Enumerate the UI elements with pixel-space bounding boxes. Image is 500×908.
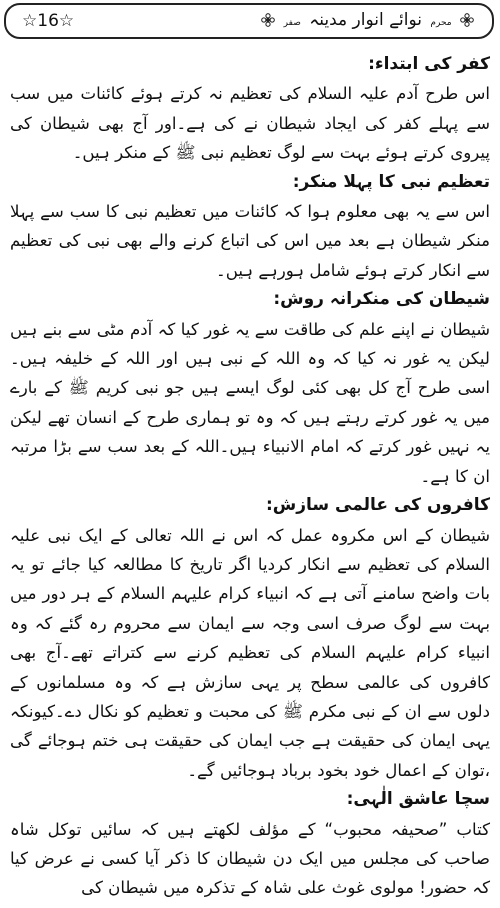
section-heading: سچا عاشق الٰہی:	[346, 789, 490, 810]
section-paragraph: شیطان کے اس مکروہ عمل کہ اس نے اللہ تعالی کے ایک نبی علیہ السلام کی تعظیم سے انکار کردیا اگر تاریخ کا مطالعہ کیا جائے تو یہ بات واضح سامنے آتی ہے کہ انبیاء کرام علیہم السلام کے ہر دور میں بہت سے لوگ صرف اسی وجہ سے ایمان سے محروم رہ گئے کہ وہ انبیاء کرام علیہم السلام کی تعظیم کرنے سے کتراتے تھے۔آج بھی کافروں کی عالمی سطح پر یہی سازش ہے کہ وہ مسلمانوں کے دلوں سے ان کے نبی مکرم ﷺ کی محبت و تعظیم کو نکال دے۔کیونکہ یہی ایمان کی حقیقت ہے جب ایمان کی حقیقت ہی ختم ہوجائے گی ،توان کے اعمال خود بخود برباد ہوجائیں گے۔	[10, 525, 490, 780]
star-icon: ☆	[58, 11, 75, 31]
page-number: ☆16☆	[22, 11, 75, 31]
month-label-prefix: محرم	[430, 18, 452, 28]
article-body	[10, 50, 490, 903]
section-heading: کفر کی ابتداء:	[368, 54, 490, 74]
flower-ornament-icon	[460, 13, 474, 27]
section-heading: کافروں کی عالمی سازش:	[265, 495, 490, 516]
flower-ornament-icon	[261, 13, 275, 27]
month-label-suffix: صفر	[283, 18, 301, 28]
page-header	[4, 3, 494, 39]
running-title	[261, 9, 474, 30]
section-paragraph: اس طرح آدم علیہ السلام کی تعظیم نہ کرتے ہوئے کائنات میں سب سے پہلے کفر کی ایجاد شیطان نے کی ہے۔اور آج بھی شیطان کی پیروی کرتے ہوئے بہت سے لوگ تعظیم نبی ﷺ کے منکر ہیں۔	[10, 84, 490, 163]
star-icon: ☆	[22, 11, 38, 31]
section-heading: تعظیم نبی کا پہلا منکر:	[292, 171, 490, 192]
publication-title: نوائے انوار مدینہ	[309, 10, 423, 30]
section-paragraph: اس سے یہ بھی معلوم ہوا کہ کائنات میں تعظیم نبی کا سب سے پہلا منکر شیطان ہے بعد میں اس کی اتباع کرنے والے بھی نبی کی تعظیم سے انکار کرتے ہوئے شامل ہورہے ہیں۔	[10, 202, 490, 280]
section-paragraph: کتاب ”صحیفہ محبوب“ کے مؤلف لکھتے ہیں کہ سائیں توکل شاہ صاحب کی مجلس میں ایک دن شیطان کا ذکر آیا کسی نے عرض کیا کہ حضور! مولوی غوث علی شاہ کے تذکرہ میں شیطان کی	[10, 819, 490, 898]
section-paragraph: شیطان نے اپنے علم کی طاقت سے یہ غور کیا کہ آدم مٹی سے بنے ہیں لیکن یہ غور نہ کیا کہ وہ اللہ کے نبی ہیں اور اللہ کے خلیفہ ہیں۔اسی طرح آج کل بھی کئی لوگ ایسے ہیں جو نبی کریم ﷺ کے بارے میں یہ غور کرتے رہتے ہیں کہ وہ تو ہماری طرح کے انسان تھے لیکن یہ نہیں غور کرتے کہ امام الانبیاء ہیں۔اللہ کے بعد سب سے بڑا مرتبہ ان کا ہے۔	[10, 319, 490, 486]
section-heading: شیطان کی منکرانہ روش:	[273, 289, 490, 310]
